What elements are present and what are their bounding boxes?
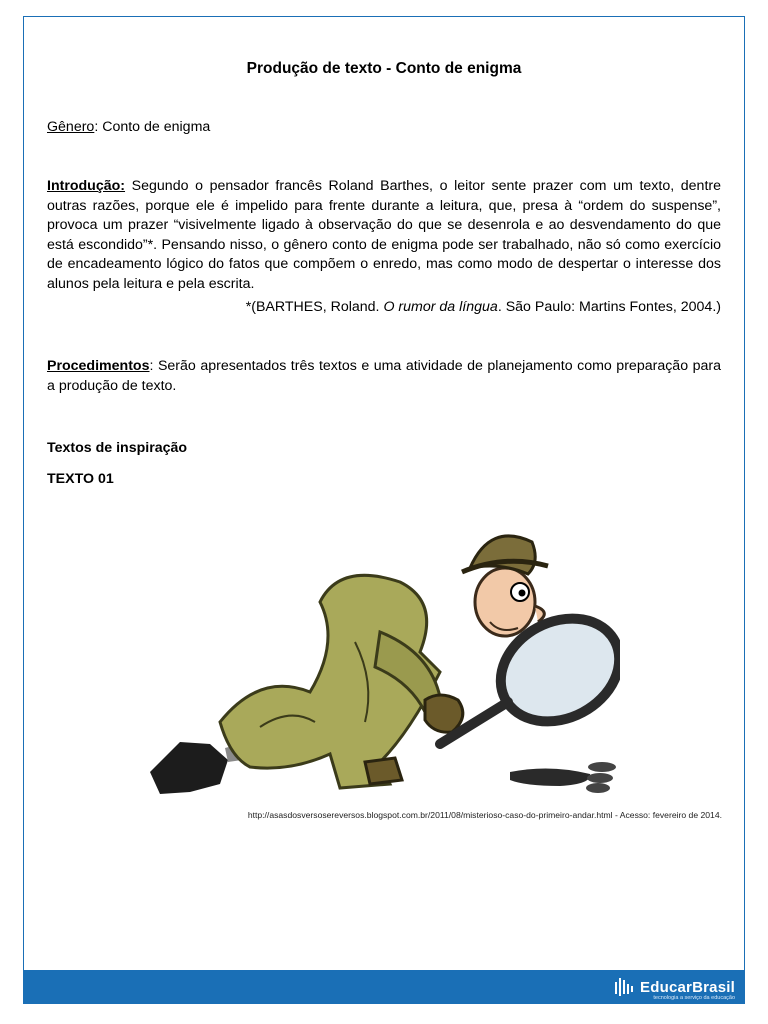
brand-name: EducarBrasil (640, 978, 735, 996)
brand-logo (614, 973, 735, 1001)
citation-suffix: . São Paulo: Martins Fontes, 2004.) (497, 299, 721, 315)
procedures-label: Procedimentos (47, 358, 150, 374)
citation (47, 299, 721, 315)
detective-head (462, 536, 548, 636)
genero-value: Conto de enigma (102, 119, 211, 135)
footer-bar (23, 970, 745, 1004)
intro-label: Introdução: (47, 178, 126, 194)
intro-text: Segundo o pensador francês Roland Barthes, o leitor sente prazer com um texto, dentre outras razões, porque ele é impelido para frente durante a leitura, que, presa à “ordem do suspense”, provoca um prazer “visivelmente ligado à observação do que se desenrola e ao desvendamento do que está escondido”*. Pensando nisso, o gênero conto de enigma pode ser trabalhado, não só como exercício de encadeamento lógico do fatos que compõem o enredo, mas como modo de despertar o interesse dos alunos pela leitura e pela escrita. (47, 178, 722, 292)
detective-illustration (140, 522, 620, 804)
page-title: Produção de texto - Conto de enigma (246, 60, 522, 77)
citation-title: O rumor da língua (383, 299, 498, 315)
procedures-text: : Serão apresentados três textos e uma atividade de planejamento como preparação para a produção de texto. (47, 358, 721, 394)
texto01-heading: TEXTO 01 (47, 471, 114, 487)
intro-paragraph (47, 177, 721, 294)
genero-label: Gênero (47, 119, 95, 135)
citation-prefix: *(BARTHES, Roland. (245, 299, 384, 315)
footprints (510, 762, 616, 793)
educarbrasil-logo-icon (614, 976, 634, 998)
textos-heading: Textos de inspiração (47, 440, 188, 456)
image-source: http://asasdosversosereversos.blogspot.com.br/2011/08/misterioso-caso-do-primeiro-andar.html - Acesso: fevereiro de 2014. (247, 810, 722, 820)
shoe-icon (150, 742, 242, 794)
page-border (23, 16, 745, 1004)
brand-tagline: tecnologia a serviço da educação (653, 995, 735, 1001)
genero-line: Gênero: Conto de enigma (47, 119, 211, 135)
procedures-paragraph (47, 357, 721, 396)
